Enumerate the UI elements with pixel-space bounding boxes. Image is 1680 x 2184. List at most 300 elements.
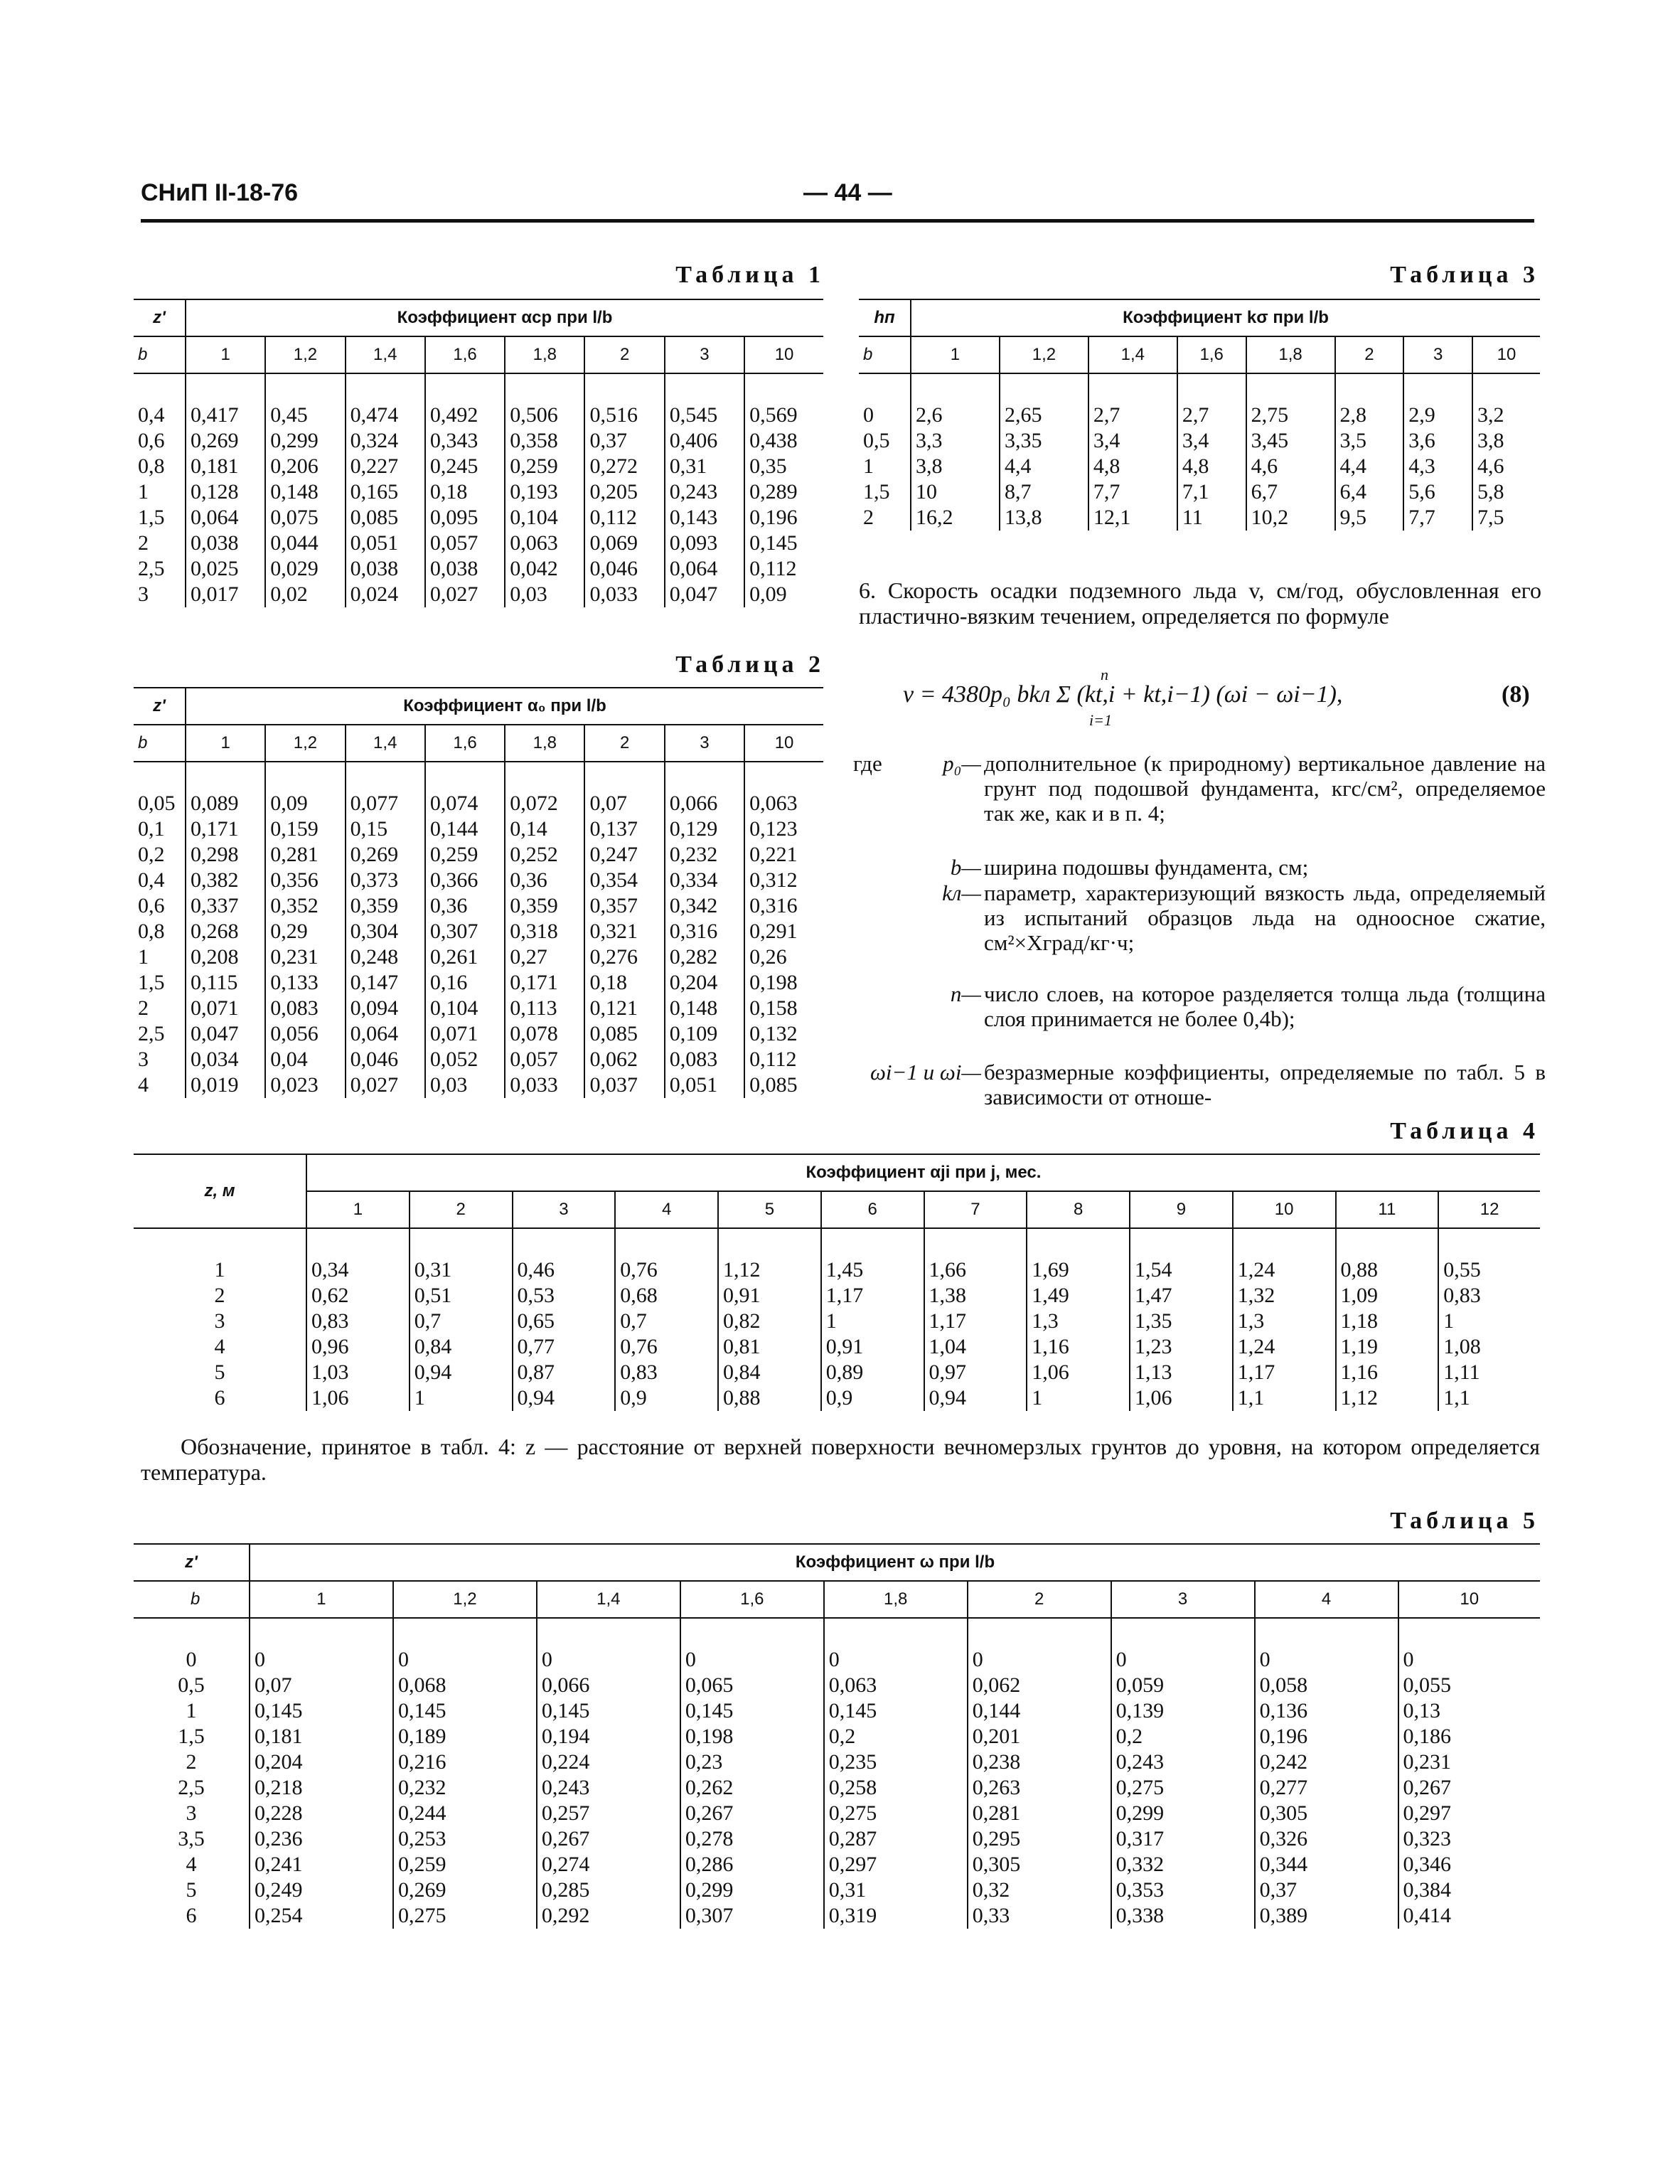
value-cell: 0,064 xyxy=(665,556,744,582)
value-cell: 1,09 xyxy=(1336,1283,1439,1309)
table-row xyxy=(134,1852,1540,1877)
def-symbol: ωi−1 и ωi— xyxy=(870,1060,981,1085)
coef-label: Коэффициент kσ при l/b xyxy=(911,299,1540,336)
value-cell: 0,76 xyxy=(615,1228,718,1283)
value-cell: 0,414 xyxy=(1398,1903,1541,1929)
table5-caption: Таблица 5 xyxy=(1390,1508,1539,1534)
value-cell: 7,7 xyxy=(1403,505,1472,531)
value-cell: 0,121 xyxy=(584,996,664,1021)
value-cell: 0,033 xyxy=(505,1072,584,1098)
value-cell: 0,231 xyxy=(1398,1749,1541,1775)
value-cell: 1,49 xyxy=(1027,1283,1130,1309)
value-cell: 0,373 xyxy=(346,868,425,893)
value-cell: 9,5 xyxy=(1335,505,1404,531)
value-cell: 0 xyxy=(393,1618,537,1673)
value-cell: 0,261 xyxy=(425,944,505,970)
value-cell: 0 xyxy=(1111,1618,1255,1673)
value-cell: 0,145 xyxy=(744,531,823,556)
value-cell: 0,257 xyxy=(537,1801,680,1826)
value-cell: 0,112 xyxy=(744,1047,823,1072)
value-cell: 0,299 xyxy=(1111,1801,1255,1826)
value-cell: 0,139 xyxy=(1111,1698,1255,1724)
row-label-cell: 0,8 xyxy=(138,454,165,478)
row-label-cell: 6 xyxy=(186,1904,197,1927)
value-cell: 0,243 xyxy=(537,1775,680,1801)
value-cell: 0,14 xyxy=(505,816,584,842)
value-cell: 1,18 xyxy=(1336,1309,1439,1334)
row-label-cell: 4 xyxy=(214,1335,225,1358)
def-symbol: b— xyxy=(950,855,981,880)
value-cell: 0,143 xyxy=(665,505,744,531)
value-cell: 0,208 xyxy=(186,944,265,970)
def-text: параметр, характеризующий вязкость льда, определяемый из испытаний образцов льда на одноосное сжатие, см²×Xград/кг·ч; xyxy=(984,880,1546,955)
value-cell: 0,104 xyxy=(425,996,505,1021)
value-cell: 5,6 xyxy=(1403,479,1472,505)
table-row xyxy=(134,1309,1540,1334)
value-cell: 0,276 xyxy=(584,944,664,970)
value-cell: 0,31 xyxy=(824,1877,968,1903)
value-cell: 0,083 xyxy=(265,996,345,1021)
row-label-cell: 4 xyxy=(186,1853,197,1876)
table-row xyxy=(134,762,823,816)
value-cell: 0,277 xyxy=(1255,1775,1398,1801)
value-cell: 0,196 xyxy=(1255,1724,1398,1749)
value-cell: 0,051 xyxy=(346,531,425,556)
value-cell: 0,145 xyxy=(824,1698,968,1724)
value-cell: 0,84 xyxy=(718,1360,821,1385)
value-cell: 1,17 xyxy=(924,1309,1027,1334)
formula-number: (8) xyxy=(1502,681,1530,708)
value-cell: 0,236 xyxy=(250,1826,393,1852)
value-cell: 0,16 xyxy=(425,970,505,996)
column-header: 9 xyxy=(1130,1191,1233,1228)
value-cell: 0,263 xyxy=(968,1775,1111,1801)
table4-body xyxy=(134,1228,1540,1411)
value-cell: 0,249 xyxy=(250,1877,393,1903)
value-cell: 1,12 xyxy=(1336,1385,1439,1411)
value-cell: 0,228 xyxy=(250,1801,393,1826)
row-label-cell: 0,4 xyxy=(138,403,165,427)
value-cell: 1,12 xyxy=(718,1228,821,1283)
value-cell: 0,356 xyxy=(265,868,345,893)
value-cell: 0,29 xyxy=(265,919,345,944)
def-text: ширина подошвы фундамента, см; xyxy=(984,855,1309,880)
value-cell: 0,262 xyxy=(680,1775,824,1801)
value-cell: 0,268 xyxy=(186,919,265,944)
table-row xyxy=(134,842,823,868)
column-header-row xyxy=(134,1581,1540,1618)
value-cell: 0,227 xyxy=(346,454,425,479)
value-cell: 0,109 xyxy=(665,1021,744,1047)
table-row xyxy=(134,1826,1540,1852)
table3-caption: Таблица 3 xyxy=(1390,262,1539,288)
value-cell: 4,8 xyxy=(1177,454,1246,479)
value-cell: 0 xyxy=(824,1618,968,1673)
value-cell: 1,06 xyxy=(306,1385,410,1411)
def-text: число слоев, на которое разделяется толща льда (толщина слоя принимается не более 0,4b); xyxy=(984,981,1546,1031)
table-row xyxy=(134,505,823,531)
column-header: 1,6 xyxy=(680,1581,824,1618)
column-header: 1,6 xyxy=(425,725,505,762)
table-row xyxy=(134,1021,823,1047)
value-cell: 0,07 xyxy=(250,1673,393,1698)
value-cell: 0,285 xyxy=(537,1877,680,1903)
value-cell: 0,31 xyxy=(410,1228,513,1283)
column-header: 3 xyxy=(665,725,744,762)
value-cell: 7,1 xyxy=(1177,479,1246,505)
value-cell: 1,45 xyxy=(821,1228,924,1283)
value-cell: 0,2 xyxy=(824,1724,968,1749)
value-cell: 0,389 xyxy=(1255,1903,1398,1929)
value-cell: 0,298 xyxy=(186,842,265,868)
value-cell: 0,027 xyxy=(425,582,505,607)
value-cell: 0,029 xyxy=(265,556,345,582)
value-cell: 0,074 xyxy=(425,762,505,816)
value-cell: 1,17 xyxy=(1233,1360,1336,1385)
value-cell: 0,37 xyxy=(584,428,664,454)
value-cell: 0,023 xyxy=(265,1072,345,1098)
table-row xyxy=(134,1724,1540,1749)
row-label-cell: 2 xyxy=(138,531,149,555)
value-cell: 0,071 xyxy=(186,996,265,1021)
value-cell: 0,042 xyxy=(505,556,584,582)
row-label-cell: 0,1 xyxy=(138,817,165,841)
row-label-cell: 1 xyxy=(138,480,149,504)
value-cell: 0,51 xyxy=(410,1283,513,1309)
value-cell: 1,13 xyxy=(1130,1360,1233,1385)
value-cell: 0,32 xyxy=(968,1877,1111,1903)
value-cell: 1,04 xyxy=(924,1334,1027,1360)
value-cell: 0,305 xyxy=(968,1852,1111,1877)
value-cell: 0,366 xyxy=(425,868,505,893)
value-cell: 0 xyxy=(537,1618,680,1673)
row-label-cell: 0 xyxy=(186,1648,197,1671)
value-cell: 0,338 xyxy=(1111,1903,1255,1929)
value-cell: 0,201 xyxy=(968,1724,1111,1749)
value-cell: 0,2 xyxy=(1111,1724,1255,1749)
row-label-top: hп xyxy=(859,299,911,336)
value-cell: 1,66 xyxy=(924,1228,1027,1283)
value-cell: 1,3 xyxy=(1233,1309,1336,1334)
row-label-bottom: b xyxy=(138,733,148,752)
value-cell: 0,062 xyxy=(584,1047,664,1072)
value-cell: 1,3 xyxy=(1027,1309,1130,1334)
value-cell: 0,025 xyxy=(186,556,265,582)
value-cell: 6,4 xyxy=(1335,479,1404,505)
value-cell: 0,312 xyxy=(744,868,823,893)
value-cell: 1,23 xyxy=(1130,1334,1233,1360)
table-row xyxy=(134,1749,1540,1775)
column-header: 1 xyxy=(250,1581,393,1618)
value-cell: 0,31 xyxy=(665,454,744,479)
value-cell: 0,359 xyxy=(505,893,584,919)
table-row xyxy=(134,1334,1540,1360)
table-row xyxy=(859,428,1540,454)
value-cell: 0,87 xyxy=(513,1360,616,1385)
value-cell: 0,252 xyxy=(505,842,584,868)
value-cell: 1,47 xyxy=(1130,1283,1233,1309)
value-cell: 0,307 xyxy=(680,1903,824,1929)
table2 xyxy=(134,687,823,1098)
table-row xyxy=(134,996,823,1021)
value-cell: 0,18 xyxy=(425,479,505,505)
value-cell: 0,89 xyxy=(821,1360,924,1385)
value-cell: 0,03 xyxy=(505,582,584,607)
table-row xyxy=(134,556,823,582)
value-cell: 10 xyxy=(911,479,1000,505)
value-cell: 1,1 xyxy=(1233,1385,1336,1411)
row-label-cell: 0,5 xyxy=(863,429,890,452)
column-header: 1,2 xyxy=(393,1581,537,1618)
column-header: 2 xyxy=(1335,336,1404,373)
value-cell: 0,267 xyxy=(680,1801,824,1826)
column-header: 10 xyxy=(1233,1191,1336,1228)
value-cell: 0,113 xyxy=(505,996,584,1021)
value-cell: 0,242 xyxy=(1255,1749,1398,1775)
value-cell: 0,171 xyxy=(505,970,584,996)
value-cell: 0,269 xyxy=(393,1877,537,1903)
value-cell: 0,052 xyxy=(425,1047,505,1072)
value-cell: 0,83 xyxy=(1438,1283,1540,1309)
row-label-cell: 0,2 xyxy=(138,843,165,866)
def-symbol: n— xyxy=(950,981,981,1006)
row-label-cell: 0 xyxy=(863,403,874,427)
table-row xyxy=(134,1775,1540,1801)
row-label: z, м xyxy=(204,1181,235,1200)
table3 xyxy=(859,299,1540,531)
value-cell: 0,269 xyxy=(346,842,425,868)
column-header: 3 xyxy=(1111,1581,1255,1618)
value-cell: 0,095 xyxy=(425,505,505,531)
value-cell: 0,063 xyxy=(744,762,823,816)
value-cell: 1,32 xyxy=(1233,1283,1336,1309)
value-cell: 0,055 xyxy=(1398,1673,1541,1698)
row-label-cell: 1 xyxy=(863,454,874,478)
value-cell: 0,357 xyxy=(584,893,664,919)
column-header: 4 xyxy=(1255,1581,1398,1618)
row-label-cell: 3 xyxy=(214,1309,225,1333)
coef-label: Коэффициент α₀ при l/b xyxy=(186,688,823,725)
value-cell: 3,2 xyxy=(1472,373,1540,428)
value-cell: 0,196 xyxy=(744,505,823,531)
table-row xyxy=(134,893,823,919)
value-cell: 0,7 xyxy=(410,1309,513,1334)
value-cell: 0,04 xyxy=(265,1047,345,1072)
value-cell: 0,344 xyxy=(1255,1852,1398,1877)
value-cell: 0,9 xyxy=(821,1385,924,1411)
value-cell: 0,056 xyxy=(265,1021,345,1047)
table-row xyxy=(134,479,823,505)
row-label-top: z' xyxy=(134,688,186,725)
value-cell: 0,159 xyxy=(265,816,345,842)
row-label-cell: 1 xyxy=(138,945,149,969)
value-cell: 0,068 xyxy=(393,1673,537,1698)
value-cell: 0,267 xyxy=(537,1826,680,1852)
column-header: 1,4 xyxy=(537,1581,680,1618)
value-cell: 0 xyxy=(680,1618,824,1673)
value-cell: 0,382 xyxy=(186,868,265,893)
value-cell: 0,218 xyxy=(250,1775,393,1801)
value-cell: 1,24 xyxy=(1233,1228,1336,1283)
value-cell: 2,8 xyxy=(1335,373,1404,428)
value-cell: 1,17 xyxy=(821,1283,924,1309)
value-cell: 0,232 xyxy=(393,1775,537,1801)
value-cell: 0,247 xyxy=(584,842,664,868)
row-label-cell: 3 xyxy=(138,582,149,606)
table-row xyxy=(859,505,1540,531)
where-word: где xyxy=(853,751,882,776)
value-cell: 2,7 xyxy=(1177,373,1246,428)
value-cell: 0,144 xyxy=(968,1698,1111,1724)
value-cell: 12,1 xyxy=(1088,505,1177,531)
value-cell: 7,7 xyxy=(1088,479,1177,505)
header-rule xyxy=(141,219,1534,223)
value-cell: 0,282 xyxy=(665,944,744,970)
table-row xyxy=(134,1283,1540,1309)
value-cell: 0,275 xyxy=(393,1903,537,1929)
value-cell: 0,7 xyxy=(615,1309,718,1334)
value-cell: 0,047 xyxy=(665,582,744,607)
value-cell: 0,23 xyxy=(680,1749,824,1775)
row-label-cell: 2 xyxy=(138,996,149,1020)
value-cell: 0,299 xyxy=(680,1877,824,1903)
value-cell: 0,09 xyxy=(744,582,823,607)
row-label-cell: 0,05 xyxy=(138,792,176,815)
value-cell: 0,02 xyxy=(265,582,345,607)
value-cell: 0,181 xyxy=(186,454,265,479)
value-cell: 0,406 xyxy=(665,428,744,454)
value-cell: 0,145 xyxy=(393,1698,537,1724)
value-cell: 0,27 xyxy=(505,944,584,970)
table-row xyxy=(134,1698,1540,1724)
value-cell: 0,231 xyxy=(265,944,345,970)
value-cell: 0,189 xyxy=(393,1724,537,1749)
row-label-cell: 0,5 xyxy=(178,1673,205,1697)
value-cell: 0,063 xyxy=(505,531,584,556)
value-cell: 1 xyxy=(410,1385,513,1411)
value-cell: 0,057 xyxy=(425,531,505,556)
value-cell: 1,03 xyxy=(306,1360,410,1385)
value-cell: 0,343 xyxy=(425,428,505,454)
column-header: 1 xyxy=(306,1191,410,1228)
value-cell: 4,6 xyxy=(1246,454,1335,479)
value-cell: 0,171 xyxy=(186,816,265,842)
value-cell: 8,7 xyxy=(1000,479,1088,505)
table-row xyxy=(134,1385,1540,1411)
value-cell: 0,09 xyxy=(265,762,345,816)
row-label-cell: 2 xyxy=(214,1284,225,1307)
value-cell: 0,243 xyxy=(1111,1749,1255,1775)
value-cell: 0,259 xyxy=(425,842,505,868)
value-cell: 2,75 xyxy=(1246,373,1335,428)
value-cell: 0,506 xyxy=(505,373,584,428)
value-cell: 0 xyxy=(1255,1618,1398,1673)
value-cell: 0,326 xyxy=(1255,1826,1398,1852)
value-cell: 0,065 xyxy=(680,1673,824,1698)
column-header-row xyxy=(134,1191,1540,1228)
value-cell: 0,492 xyxy=(425,373,505,428)
table2-body xyxy=(134,762,823,1098)
value-cell: 0,297 xyxy=(824,1852,968,1877)
value-cell: 0,063 xyxy=(824,1673,968,1698)
row-label-cell: 3,5 xyxy=(178,1827,205,1850)
value-cell: 6,7 xyxy=(1246,479,1335,505)
value-cell: 0,238 xyxy=(968,1749,1111,1775)
value-cell: 0,078 xyxy=(505,1021,584,1047)
value-cell: 3,35 xyxy=(1000,428,1088,454)
value-cell: 0,76 xyxy=(615,1334,718,1360)
value-cell: 0,046 xyxy=(584,556,664,582)
value-cell: 0,248 xyxy=(346,944,425,970)
value-cell: 0,258 xyxy=(824,1775,968,1801)
value-cell: 0,181 xyxy=(250,1724,393,1749)
value-cell: 0,267 xyxy=(1398,1775,1541,1801)
value-cell: 1,06 xyxy=(1027,1360,1130,1385)
value-cell: 0,019 xyxy=(186,1072,265,1098)
row-label-bottom: b xyxy=(863,345,873,364)
value-cell: 0,064 xyxy=(186,505,265,531)
value-cell: 0,84 xyxy=(410,1334,513,1360)
value-cell: 0,044 xyxy=(265,531,345,556)
value-cell: 0,259 xyxy=(393,1852,537,1877)
value-cell: 0,317 xyxy=(1111,1826,1255,1852)
table-row xyxy=(134,1673,1540,1698)
value-cell: 0,83 xyxy=(615,1360,718,1385)
column-header: 3 xyxy=(513,1191,616,1228)
value-cell: 16,2 xyxy=(911,505,1000,531)
value-cell: 0,085 xyxy=(584,1021,664,1047)
row-label-cell: 1,5 xyxy=(138,506,165,529)
value-cell: 0,88 xyxy=(718,1385,821,1411)
row-label-cell: 0,4 xyxy=(138,868,165,892)
row-label-cell: 0,6 xyxy=(138,894,165,917)
column-header: 1,2 xyxy=(265,336,345,373)
value-cell: 0,304 xyxy=(346,919,425,944)
value-cell: 1,38 xyxy=(924,1283,1027,1309)
value-cell: 0,292 xyxy=(537,1903,680,1929)
column-header: 1 xyxy=(186,336,265,373)
value-cell: 0,33 xyxy=(968,1903,1111,1929)
value-cell: 0,324 xyxy=(346,428,425,454)
value-cell: 0,148 xyxy=(665,996,744,1021)
value-cell: 0,65 xyxy=(513,1309,616,1334)
column-header: 1,8 xyxy=(505,336,584,373)
value-cell: 0,037 xyxy=(584,1072,664,1098)
value-cell: 2,65 xyxy=(1000,373,1088,428)
value-cell: 0,81 xyxy=(718,1334,821,1360)
value-cell: 0,37 xyxy=(1255,1877,1398,1903)
value-cell: 3,4 xyxy=(1088,428,1177,454)
value-cell: 0,354 xyxy=(584,868,664,893)
value-cell: 0,083 xyxy=(665,1047,744,1072)
value-cell: 0,204 xyxy=(250,1749,393,1775)
value-cell: 0,07 xyxy=(584,762,664,816)
table-row xyxy=(859,373,1540,428)
value-cell: 0,148 xyxy=(265,479,345,505)
row-label-cell: 1,5 xyxy=(178,1725,205,1748)
value-cell: 0,569 xyxy=(744,373,823,428)
value-cell: 0,038 xyxy=(186,531,265,556)
value-cell: 3,45 xyxy=(1246,428,1335,454)
value-cell: 0,316 xyxy=(744,893,823,919)
column-header: 1 xyxy=(186,725,265,762)
coef-label: Коэффициент αср при l/b xyxy=(186,299,823,336)
value-cell: 0,038 xyxy=(346,556,425,582)
column-header: 4 xyxy=(615,1191,718,1228)
row-label-cell: 1,5 xyxy=(138,971,165,994)
column-header: 1,2 xyxy=(1000,336,1088,373)
value-cell: 0,13 xyxy=(1398,1698,1541,1724)
